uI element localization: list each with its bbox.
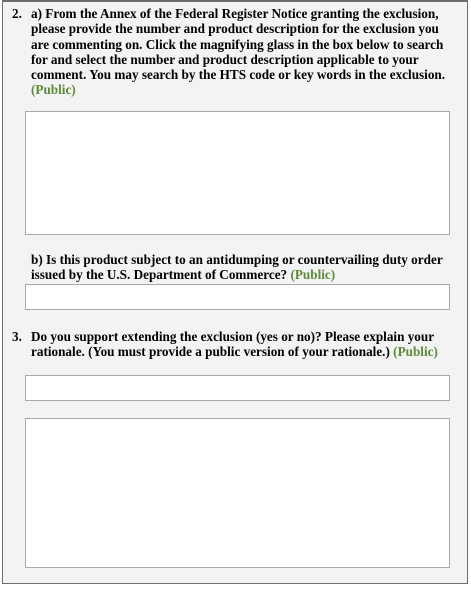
top-divider [3,1,467,2]
question-2-number: 2. [12,6,22,21]
question-2a-public-tag: (Public) [31,82,76,98]
question-2a-label: a) From the Annex of the Federal Register Notice granting the exclusion, please provide the number and product description for the exclusion you are commenting on. Click the magnifying glass in the box below to search for and select the number and product description applicable to your comment. You may search by the HTS code or key words in the exclusion. [31,6,446,83]
question-2b-public-tag: (Public) [290,267,336,283]
question-3-number: 3. [12,329,22,344]
question-3-text [31,329,456,360]
question-2b-text [31,252,456,283]
question-2b-label: b) Is this product subject to an antidumping or countervailing duty order issued by the U.S. Department of Commerce? [31,252,443,283]
antidumping-answer-field[interactable] [25,284,450,310]
support-extension-answer-field[interactable] [25,375,450,401]
exclusion-lookup-field[interactable] [25,111,450,235]
question-2a-text [31,6,456,98]
question-3-public-tag: (Public) [393,344,438,360]
public-rationale-field[interactable] [25,418,450,568]
form-page [2,0,468,584]
question-3-label: Do you support extending the exclusion (yes or no)? Please explain your rationale. (You must provide a public version of your rationale.) [31,329,434,360]
